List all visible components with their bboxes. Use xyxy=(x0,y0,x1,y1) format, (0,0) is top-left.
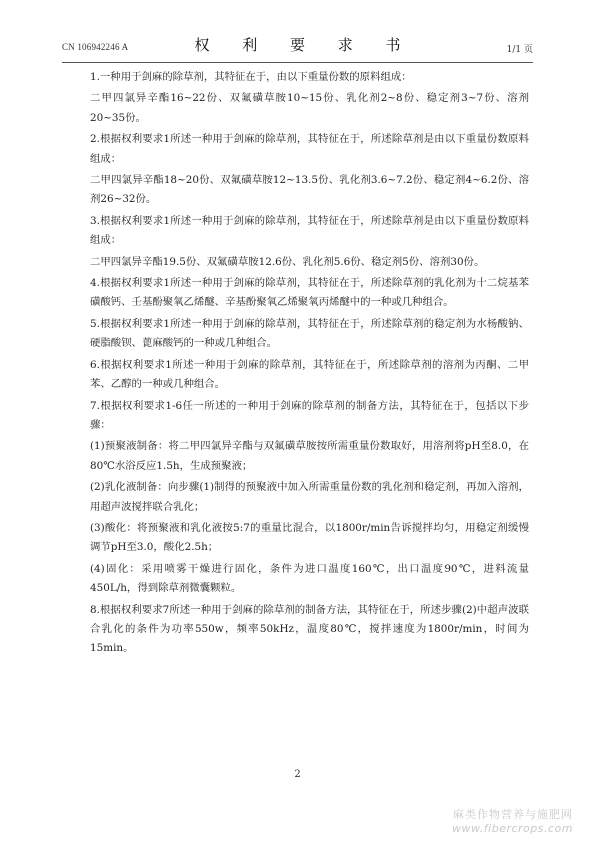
claim-1: 1.一种用于剑麻的除草剂，其特征在于，由以下重量份数的原料组成： xyxy=(90,71,412,83)
claim-7-step-2: (2)乳化液制备：向步骤(1)制得的预聚液中加入所需重量份数的乳化剂和稳定剂，再加入溶剂，用超声波搅拌联合乳化； xyxy=(90,481,529,513)
document-title: 权 利 要 求 书 xyxy=(194,36,415,54)
claim-7-step-4: (4)固化：采用喷雾干燥进行固化，条件为进口温度160℃，出口温度90℃，进料流量450L/h，得到除草剂微囊颗粒。 xyxy=(90,562,529,595)
claims-body xyxy=(90,68,529,661)
claim-1-composition: 二甲四氯异辛酯16~22份、双氟磺草胺10~15份、乳化剂2~8份、稳定剂3~7份、溶剂20~35份。 xyxy=(90,92,529,124)
watermark-url: www.fibercrops.com xyxy=(452,822,573,835)
page-count: 1/1 页 xyxy=(506,45,533,55)
claim-3-composition: 二甲四氯异辛酯19.5份、双氟磺草胺12.6份、乳化剂5.6份、稳定剂5份、溶剂30份。 xyxy=(90,255,485,268)
page-header xyxy=(62,30,533,63)
page-number: 2 xyxy=(294,769,301,780)
claim-6: 6.根据权利要求1所述一种用于剑麻的除草剂，其特征在于，所述除草剂的溶剂为丙酮、二甲苯、乙醇的一种或几种组合。 xyxy=(90,358,529,391)
watermark xyxy=(452,808,573,836)
publication-number: CN 106942246 A xyxy=(62,42,129,52)
claim-2-composition: 二甲四氯异辛酯18~20份、双氟磺草胺12~13.5份、乳化剂3.6~7.2份、稳定剂4~6.2份、溶剂26~32份。 xyxy=(90,174,529,206)
claim-7: 7.根据权利要求1-6任一所述的一种用于剑麻的除草剂的制备方法，其特征在于，包括以下步骤： xyxy=(90,399,529,431)
claim-2: 2.根据权利要求1所述一种用于剑麻的除草剂，其特征在于，所述除草剂是由以下重量份数原料组成： xyxy=(90,133,529,165)
claim-8: 8.根据权利要求7所述一种用于剑麻的除草剂的制备方法，其特征在于，所述步骤(2)中超声波联合乳化的条件为功率550w，频率50kHz，温度80℃，搅拌速度为1800r/min，时间为15min。 xyxy=(90,603,529,655)
claim-4: 4.根据权利要求1所述一种用于剑麻的除草剂，其特征在于，所述除草剂的乳化剂为十二烷基苯磺酸钙、壬基酚聚氧乙烯醚、辛基酚聚氧乙烯聚氧丙烯醚中的一种或几种组合。 xyxy=(90,277,529,309)
watermark-site-name: 麻类作物营养与施肥网 xyxy=(453,808,573,821)
claim-7-step-3: (3)酸化：将预聚液和乳化液按5:7的重量比混合，以1800r/min告诉搅拌均匀，用稳定剂缓慢调节pH至3.0，酸化2.5h； xyxy=(90,521,529,554)
claim-5: 5.根据权利要求1所述一种用于剑麻的除草剂，其特征在于，所述除草剂的稳定剂为水杨酸钠、硬脂酸钡、蓖麻酸钙的一种或几种组合。 xyxy=(90,317,529,350)
claim-7-step-1: (1)预聚液制备：将二甲四氯异辛酯与双氟磺草胺按所需重量份数取好，用溶剂将pH至8.0，在80℃水浴反应1.5h，生成预聚液； xyxy=(90,440,529,472)
claim-3: 3.根据权利要求1所述一种用于剑麻的除草剂，其特征在于，所述除草剂是由以下重量份数原料组成： xyxy=(90,214,529,247)
